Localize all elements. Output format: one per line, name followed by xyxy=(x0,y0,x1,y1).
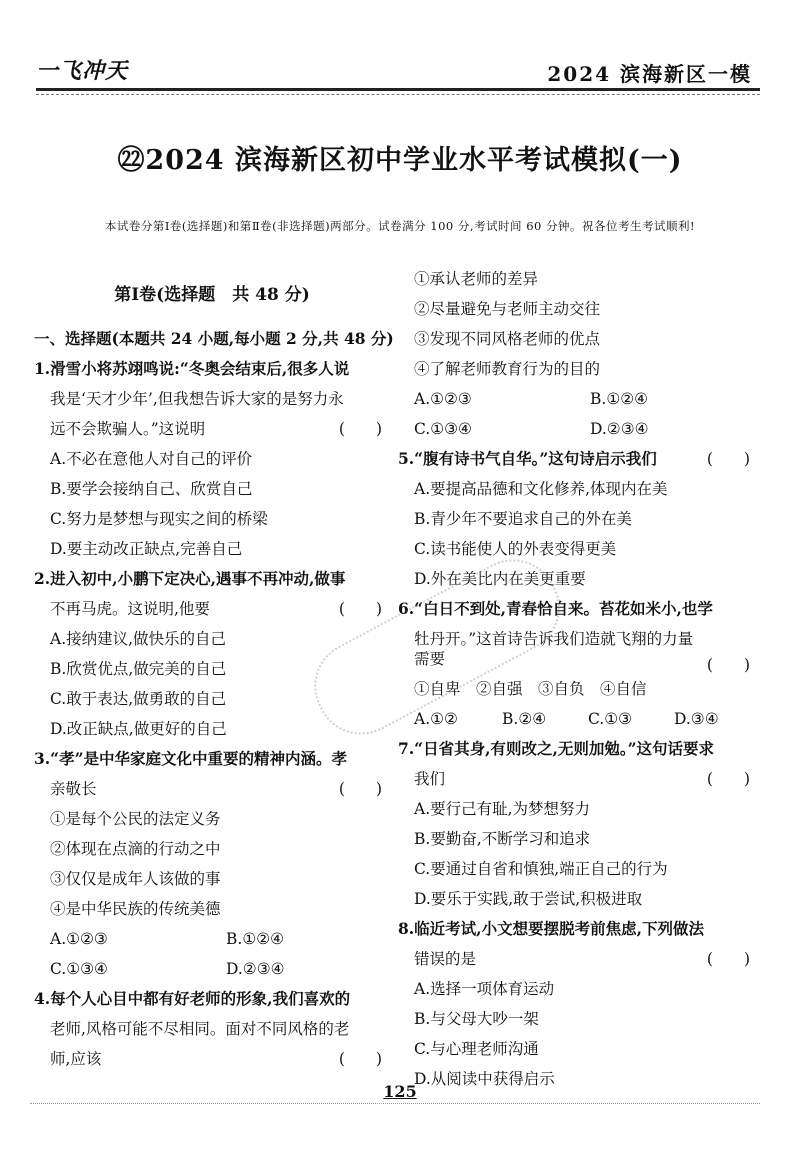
q1-answer-blank: ( ) xyxy=(338,420,382,438)
q6-stem-line2: 牡丹开。”这首诗告诉我们造就飞翔的力量 xyxy=(414,630,694,648)
q6-answer-blank: ( ) xyxy=(706,656,750,674)
q7-stem-line1: 7.“日省其身,有则改之,无则加勉。”这句话要求 xyxy=(398,739,715,758)
q4-options-cd xyxy=(398,419,758,439)
q5-option-a: A.要提高品德和文化修养,体现内在美 xyxy=(414,480,668,498)
q4-option-a: A.①②③ xyxy=(414,390,472,408)
q3-statement-2: ②体现在点滴的行动之中 xyxy=(50,840,221,858)
q3-stem-line2 xyxy=(34,779,390,799)
q4-statement-3: ③发现不同风格老师的优点 xyxy=(414,330,601,348)
q2-answer-blank: ( ) xyxy=(338,600,382,618)
q8-answer-blank: ( ) xyxy=(706,950,750,968)
brand-logo: 一飞冲天 xyxy=(36,59,129,84)
q5-stem-line1 xyxy=(398,449,758,469)
q7-stem-line2 xyxy=(398,769,758,789)
q6-option-d: D.③④ xyxy=(674,710,719,728)
q8-stem-line2 xyxy=(398,949,758,969)
q4-option-b: B.①②④ xyxy=(590,390,649,408)
q6-option-c: C.①③ xyxy=(588,710,633,728)
q6-stem-text: 需要 xyxy=(414,650,446,668)
q4-stem-line1: 4.每个人心目中都有好老师的形象,我们喜欢的 xyxy=(34,989,351,1008)
q6-statements: ①自卑 ②自强 ③自负 ④自信 xyxy=(414,680,647,698)
q1-option-b: B.要学会接纳自己、欣赏自己 xyxy=(50,480,253,498)
q1-option-d: D.要主动改正缺点,完善自己 xyxy=(50,540,243,558)
header-divider xyxy=(36,88,760,91)
q4-stem-text: 师,应该 xyxy=(50,1050,102,1068)
q4-statement-1: ①承认老师的差异 xyxy=(414,270,539,288)
q7-stem-text: 我们 xyxy=(414,770,446,788)
q2-stem-line2 xyxy=(34,599,390,619)
page-title: ㉒2024 滨海新区初中学业水平考试模拟(一) xyxy=(117,145,683,176)
header-exam-name: 2024 滨海新区一模 xyxy=(547,62,752,86)
q8-stem-line1: 8.临近考试,小文想要摆脱考前焦虑,下列做法 xyxy=(398,919,704,938)
q3-statement-3: ③仅仅是成年人该做的事 xyxy=(50,870,221,888)
q8-option-a: A.选择一项体育运动 xyxy=(414,980,555,998)
q1-stem-line2: 我是‘天才少年’,但我想告诉大家的是努力永 xyxy=(50,390,344,408)
q5-option-b: B.青少年不要追求自己的外在美 xyxy=(414,510,632,528)
q5-stem-text: 5.“腹有诗书气自华。”这句诗启示我们 xyxy=(398,449,657,468)
q3-stem-line1: 3.“孝”是中华家庭文化中重要的精神内涵。孝 xyxy=(34,749,348,768)
q6-option-b: B.②④ xyxy=(502,710,547,728)
q8-stem-text: 错误的是 xyxy=(414,950,477,968)
q2-option-a: A.接纳建议,做快乐的自己 xyxy=(50,630,227,648)
q3-statement-1: ①是每个公民的法定义务 xyxy=(50,810,221,828)
q3-options-cd xyxy=(34,959,390,979)
q4-option-d: D.②③④ xyxy=(590,420,649,438)
q1-option-c: C.努力是梦想与现实之间的桥梁 xyxy=(50,510,268,528)
q3-options-ab xyxy=(34,929,390,949)
q8-option-d: D.从阅读中获得启示 xyxy=(414,1070,555,1088)
q4-option-c: C.①③④ xyxy=(414,420,472,438)
q4-stem-line3 xyxy=(34,1049,390,1069)
q8-option-b: B.与父母大吵一架 xyxy=(414,1010,539,1028)
q4-statement-4: ④了解老师教育行为的目的 xyxy=(414,360,601,378)
q6-option-a: A.①② xyxy=(414,710,458,728)
q4-stem-line2: 老师,风格可能不尽相同。面对不同风格的老 xyxy=(50,1020,350,1038)
q3-option-a: A.①②③ xyxy=(50,930,108,948)
q1-stem-line3 xyxy=(34,419,390,439)
q5-option-c: C.读书能使人的外表变得更美 xyxy=(414,540,617,558)
section-title: 第Ⅰ卷(选择题 共 48 分) xyxy=(114,285,310,305)
q3-option-c: C.①③④ xyxy=(50,960,108,978)
q6-options xyxy=(398,709,758,729)
q3-stem-text: 亲敬长 xyxy=(50,780,97,798)
page-number: 125 xyxy=(383,1082,417,1101)
q3-option-b: B.①②④ xyxy=(226,930,285,948)
q7-answer-blank: ( ) xyxy=(706,770,750,788)
q2-stem-text: 不再马虎。这说明,他要 xyxy=(50,600,210,618)
q3-statement-4: ④是中华民族的传统美德 xyxy=(50,900,221,918)
q4-statement-2: ②尽量避免与老师主动交往 xyxy=(414,300,601,318)
q2-option-b: B.欣赏优点,做完美的自己 xyxy=(50,660,227,678)
q2-option-c: C.敢于表达,做勇敢的自己 xyxy=(50,690,227,708)
part-title: 一、选择题(本题共 24 小题,每小题 2 分,共 48 分) xyxy=(34,329,394,348)
q3-answer-blank: ( ) xyxy=(338,780,382,798)
q6-stem-line1: 6.“白日不到处,青春恰自来。苔花如米小,也学 xyxy=(398,599,713,618)
q2-stem-line1: 2.进入初中,小鹏下定决心,遇事不再冲动,做事 xyxy=(34,569,346,588)
q7-option-a: A.要行己有耻,为梦想努力 xyxy=(414,800,591,818)
q5-answer-blank: ( ) xyxy=(706,450,750,468)
q4-options-ab xyxy=(398,389,758,409)
exam-instructions: 本试卷分第Ⅰ卷(选择题)和第Ⅱ卷(非选择题)两部分。试卷满分 100 分,考试时间 60 分钟。祝各位考生考试顺利! xyxy=(104,219,696,233)
header-divider-dashed xyxy=(36,94,760,95)
q1-option-a: A.不必在意他人对自己的评价 xyxy=(50,450,253,468)
q7-option-b: B.要勤奋,不断学习和追求 xyxy=(414,830,591,848)
q2-option-d: D.改正缺点,做更好的自己 xyxy=(50,720,227,738)
q3-option-d: D.②③④ xyxy=(226,960,285,978)
footer-divider xyxy=(30,1103,760,1104)
q4-answer-blank: ( ) xyxy=(338,1050,382,1068)
q5-option-d: D.外在美比内在美更重要 xyxy=(414,570,586,588)
q7-option-d: D.要乐于实践,敢于尝试,积极进取 xyxy=(414,890,643,908)
q1-stem-line1: 1.滑雪小将苏翊鸣说:“冬奥会结束后,很多人说 xyxy=(34,359,350,378)
q1-stem-text: 远不会欺骗人。”这说明 xyxy=(50,420,206,438)
q7-option-c: C.要通过自省和慎独,端正自己的行为 xyxy=(414,860,668,878)
q8-option-c: C.与心理老师沟通 xyxy=(414,1040,539,1058)
